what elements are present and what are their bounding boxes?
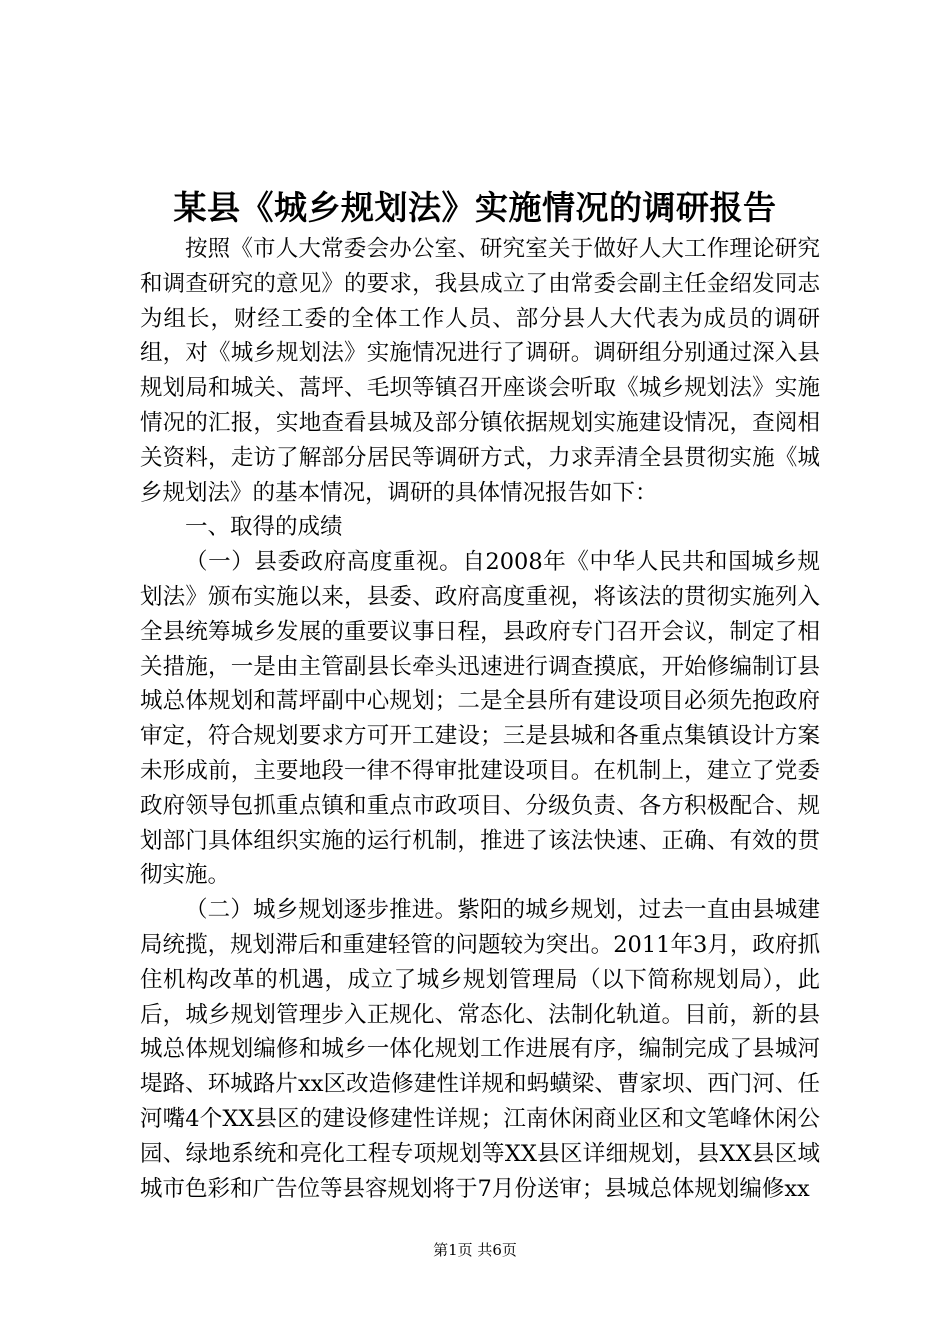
section-heading-achievements: 一、取得的成绩 [185, 514, 343, 541]
page-number-footer: 第1页 共6页 [433, 1241, 517, 1259]
document-body [140, 232, 820, 1206]
paragraph-intro: 按照《市人大常委会办公室、研究室关于做好人大工作理论研究和调查研究的意见》的要求，我县成立了由常委会副主任金绍发同志为组长，财经工委的全体工作人员、部分县人大代表为成员的调研组，对《城乡规划法》实施情况进行了调研。调研组分别通过深入县规划局和城关、蒿坪、毛坝等镇召开座谈会听取《城乡规划法》实施情况的汇报，实地查看县城及部分镇依据规划实施建设情况，查阅相关资料，走访了解部分居民等调研方式，力求弄清全县贯彻实施《城乡规划法》的基本情况，调研的具体情况报告如下： [140, 236, 820, 506]
document-title: 某县《城乡规划法》实施情况的调研报告 [173, 188, 777, 227]
paragraph-achievement-2: （二）城乡规划逐步推进。紫阳的城乡规划，过去一直由县城建局统揽，规划滞后和重建轻管的问题较为突出。2011年3月，政府抓住机构改革的机遇，成立了城乡规划管理局（以下简称规划局），此后，城乡规划管理步入正规化、常态化、法制化轨道。目前，新的县城总体规划编修和城乡一体化规划工作进展有序，编制完成了县城河堤路、环城路片xx区改造修建性详规和蚂蟥梁、曹家坝、西门河、任河嘴4个XX县区的建设修建性详规；江南休闲商业区和文笔峰休闲公园、绿地系统和亮化工程专项规划等XX县区详细规划，县XX县区域城市色彩和广告位等县容规划将于7月份送审；县城总体规划编修xx [140, 897, 820, 1202]
paragraph-achievement-1: （一）县委政府高度重视。自2008年《中华人民共和国城乡规划法》颁布实施以来，县委、政府高度重视，将该法的贯彻实施列入全县统筹城乡发展的重要议事日程，县政府专门召开会议，制定了相关措施，一是由主管副县长牵头迅速进行调查摸底，开始修编制订县城总体规划和蒿坪副中心规划；二是全县所有建设项目必须先抱政府审定，符合规划要求方可开工建设；三是县城和各重点集镇设计方案未形成前，主要地段一律不得审批建设项目。在机制上，建立了党委政府领导包抓重点镇和重点市政项目、分级负责、各方积极配合、规划部门具体组织实施的运行机制，推进了该法快速、正确、有效的贯彻实施。 [140, 549, 820, 889]
